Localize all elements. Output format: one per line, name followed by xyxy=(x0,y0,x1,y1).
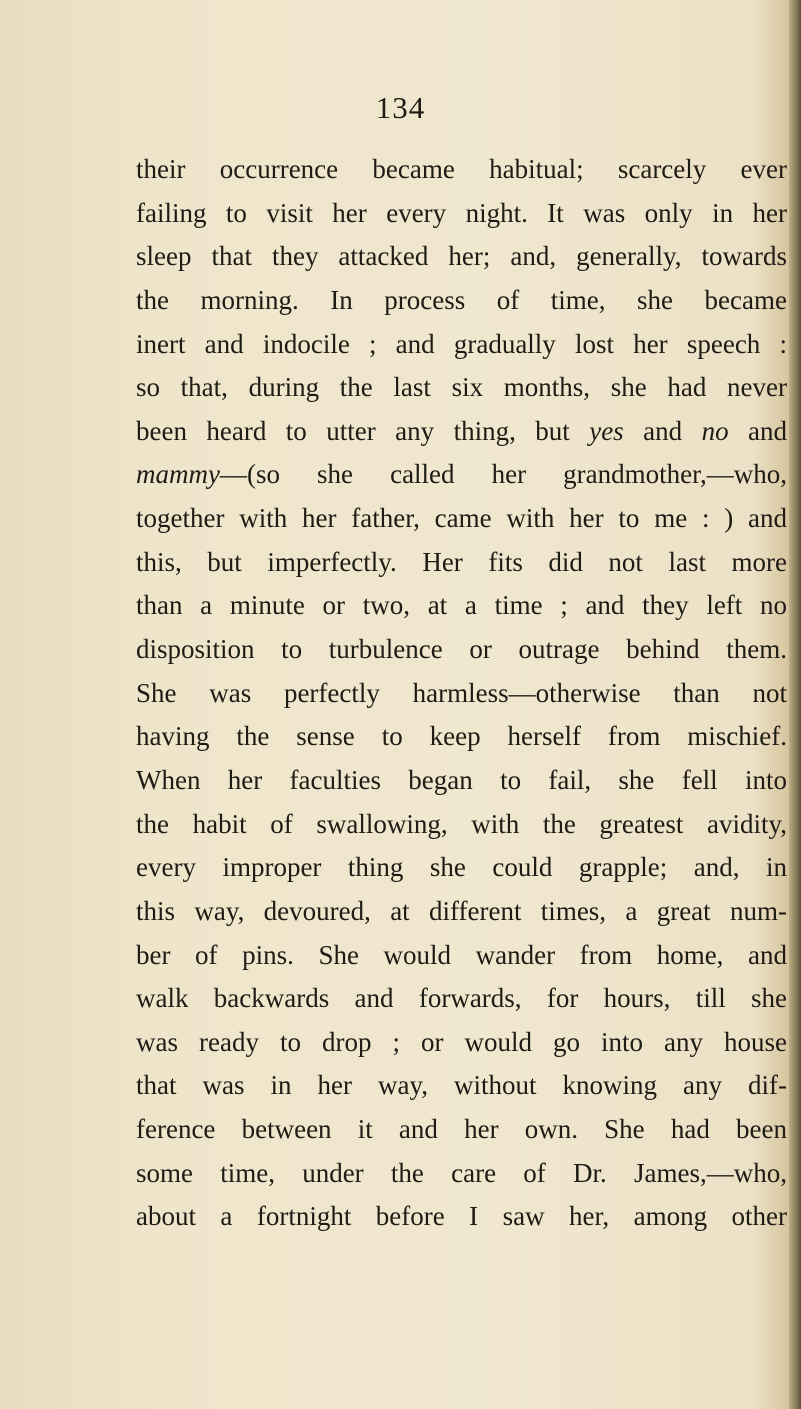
text-line: walk backwards and forwards, for hours, till she xyxy=(136,983,787,1014)
text-line: inert and indocile ; and gradually lost her speech : xyxy=(136,328,787,359)
text-line: their occurrence became habitual; scarcely ever xyxy=(136,154,787,184)
text-line: having the sense to keep herself from mischief. xyxy=(136,721,787,752)
text-line: disposition to turbulence or outrage behind them. xyxy=(136,634,787,665)
text-line: was ready to drop ; or would go into any house xyxy=(136,1026,787,1057)
text-line: some time, under the care of Dr. James,—who, xyxy=(136,1157,787,1188)
text-line xyxy=(136,410,787,454)
text-line: than a minute or two, at a time ; and they left no xyxy=(136,590,787,621)
text-line: sleep that they attacked her; and, generally, towards xyxy=(136,241,787,272)
text-line: failing to visit her every night. It was only in her xyxy=(136,197,787,228)
text-line: so that, during the last six months, she had never xyxy=(136,372,787,403)
text-line: this way, devoured, at different times, a great num- xyxy=(136,895,787,926)
text-segment: —(so she called her grandmother,—who, xyxy=(219,459,787,490)
page-number: 134 xyxy=(375,90,426,125)
italic-word: mammy xyxy=(136,459,220,490)
text-line xyxy=(136,453,787,497)
text-line: the morning. In process of time, she became xyxy=(136,284,787,315)
text-line: together with her father, came with her to me : ) and xyxy=(136,503,787,534)
text-line: every improper thing she could grapple; and, in xyxy=(136,852,787,883)
text-segment: and xyxy=(728,415,788,446)
text-line: ber of pins. She would wander from home, and xyxy=(136,939,787,970)
italic-word: yes xyxy=(589,415,624,446)
text-line: ference between it and her own. She had been xyxy=(136,1114,787,1145)
text-line: She was perfectly harmless—otherwise than not xyxy=(136,677,787,708)
page-edge-shadow xyxy=(789,0,801,1409)
text-line: the habit of swallowing, with the greatest avidity, xyxy=(136,808,787,839)
italic-word: no xyxy=(701,415,729,446)
text-line: this, but imperfectly. Her fits did not last more xyxy=(136,546,787,577)
text-segment: been heard to utter any thing, but xyxy=(136,415,590,446)
text-line: that was in her way, without knowing any dif- xyxy=(136,1070,787,1101)
text-line: When her faculties began to fail, she fell into xyxy=(136,764,787,795)
body-text xyxy=(136,148,786,1239)
text-segment: and xyxy=(623,415,702,446)
text-line: about a fortnight before I saw her, among other xyxy=(136,1201,787,1232)
